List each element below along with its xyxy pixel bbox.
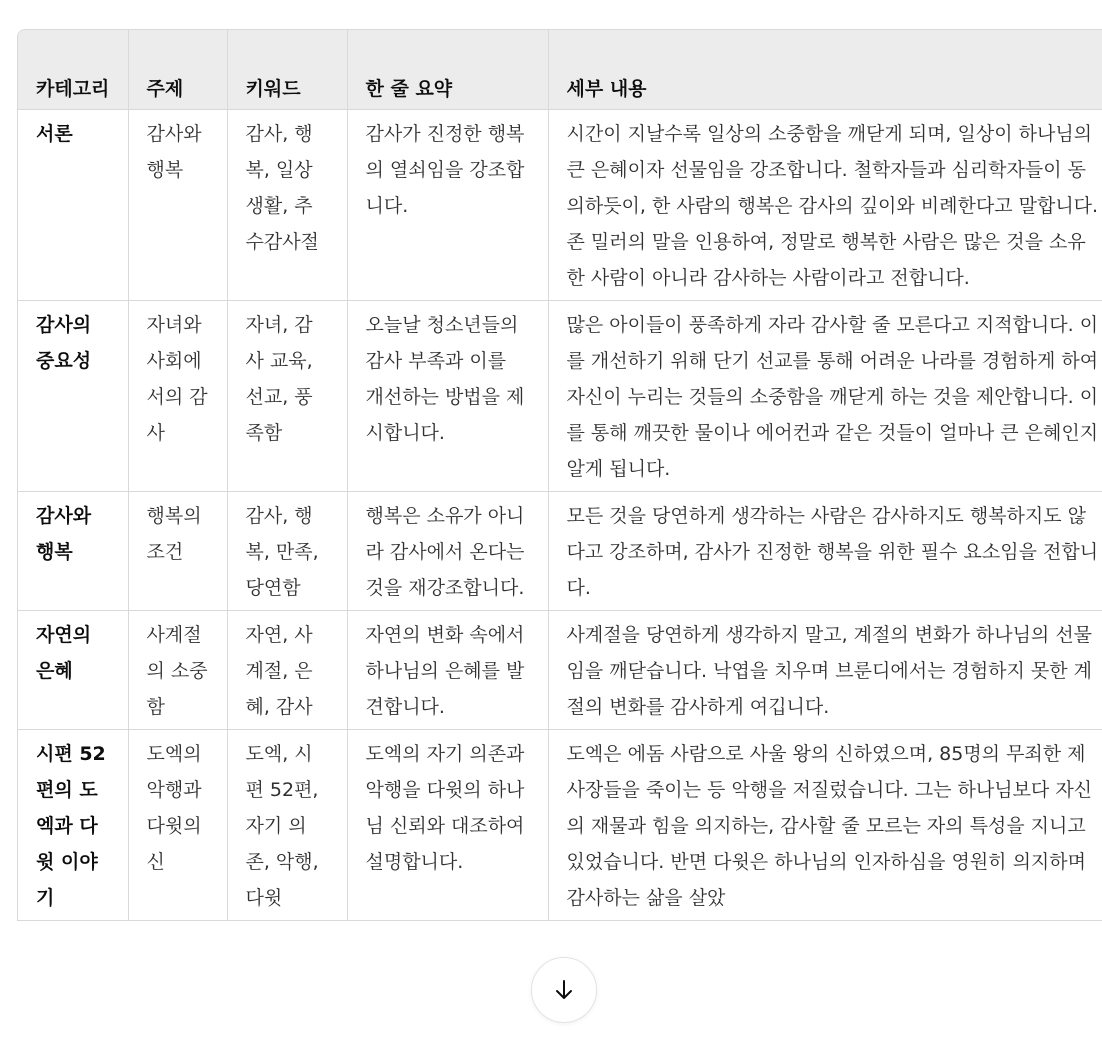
cell-keywords: 감사, 행복, 만족, 당연함 bbox=[227, 491, 347, 610]
header-keywords: 키워드 bbox=[227, 30, 347, 109]
header-summary: 한 줄 요약 bbox=[347, 30, 548, 109]
arrow-down-icon bbox=[553, 978, 575, 1002]
cell-details: 사계절을 당연하게 생각하지 말고, 계절의 변화가 하나님의 선물임을 깨닫습니다. 낙엽을 치우며 브룬디에서는 경험하지 못한 계절의 변화를 감사하게 여깁니다. bbox=[548, 610, 1102, 729]
cell-summary: 감사가 진정한 행복의 열쇠임을 강조합니다. bbox=[347, 109, 548, 300]
cell-details: 많은 아이들이 풍족하게 자라 감사할 줄 모른다고 지적합니다. 이를 개선하기 위해 단기 선교를 통해 어려운 나라를 경험하게 하여 자신이 누리는 것들의 소중함을 깨닫게 하는 것을 제안합니다. 이를 통해 깨끗한 물이나 에어컨과 같은 것들이 얼마나 큰 은혜인지 알게 됩니다. bbox=[548, 300, 1102, 491]
cell-category: 시편 52편의 도엑과 다윗 이야기 bbox=[18, 729, 128, 920]
table-row bbox=[18, 729, 1102, 920]
table-header-row bbox=[18, 30, 1102, 109]
cell-details: 모든 것을 당연하게 생각하는 사람은 감사하지도 행복하지도 않다고 강조하며, 감사가 진정한 행복을 위한 필수 요소임을 전합니다. bbox=[548, 491, 1102, 610]
header-category: 카테고리 bbox=[18, 30, 128, 109]
table-row bbox=[18, 300, 1102, 491]
cell-category: 감사의 중요성 bbox=[18, 300, 128, 491]
cell-topic: 감사와 행복 bbox=[128, 109, 227, 300]
cell-summary: 오늘날 청소년들의 감사 부족과 이를 개선하는 방법을 제시합니다. bbox=[347, 300, 548, 491]
table-row bbox=[18, 109, 1102, 300]
summary-table bbox=[18, 30, 1102, 921]
cell-summary: 자연의 변화 속에서 하나님의 은혜를 발견합니다. bbox=[347, 610, 548, 729]
header-topic: 주제 bbox=[128, 30, 227, 109]
table-row bbox=[18, 610, 1102, 729]
cell-summary: 도엑의 자기 의존과 악행을 다윗의 하나님 신뢰와 대조하여 설명합니다. bbox=[347, 729, 548, 920]
cell-topic: 행복의 조건 bbox=[128, 491, 227, 610]
table-body bbox=[18, 109, 1102, 920]
cell-keywords: 자녀, 감사 교육, 선교, 풍족함 bbox=[227, 300, 347, 491]
scroll-to-bottom-button[interactable] bbox=[531, 957, 597, 1023]
cell-summary: 행복은 소유가 아니라 감사에서 온다는 것을 재강조합니다. bbox=[347, 491, 548, 610]
summary-table-container bbox=[17, 29, 1102, 921]
cell-topic: 사계절의 소중함 bbox=[128, 610, 227, 729]
cell-details: 시간이 지날수록 일상의 소중함을 깨닫게 되며, 일상이 하나님의 큰 은혜이자 선물임을 강조합니다. 철학자들과 심리학자들이 동의하듯이, 한 사람의 행복은 감사의 깊이와 비례한다고 말합니다. 존 밀러의 말을 인용하여, 정말로 행복한 사람은 많은 것을 소유한 사람이 아니라 감사하는 사람이라고 전합니다. bbox=[548, 109, 1102, 300]
cell-topic: 도엑의 악행과 다윗의 신 bbox=[128, 729, 227, 920]
cell-category: 자연의 은혜 bbox=[18, 610, 128, 729]
cell-topic: 자녀와 사회에서의 감사 bbox=[128, 300, 227, 491]
table-header bbox=[18, 30, 1102, 109]
cell-keywords: 자연, 사계절, 은혜, 감사 bbox=[227, 610, 347, 729]
cell-details: 도엑은 에돔 사람으로 사울 왕의 신하였으며, 85명의 무죄한 제사장들을 죽이는 등 악행을 저질렀습니다. 그는 하나님보다 자신의 재물과 힘을 의지하는, 감사할 줄 모르는 자의 특성을 지니고 있었습니다. 반면 다윗은 하나님의 인자하심을 영원히 의지하며 감사하는 삶을 살았 bbox=[548, 729, 1102, 920]
cell-category: 서론 bbox=[18, 109, 128, 300]
header-details: 세부 내용 bbox=[548, 30, 1102, 109]
cell-category: 감사와 행복 bbox=[18, 491, 128, 610]
cell-keywords: 도엑, 시편 52편, 자기 의존, 악행, 다윗 bbox=[227, 729, 347, 920]
cell-keywords: 감사, 행복, 일상생활, 추수감사절 bbox=[227, 109, 347, 300]
table-row bbox=[18, 491, 1102, 610]
